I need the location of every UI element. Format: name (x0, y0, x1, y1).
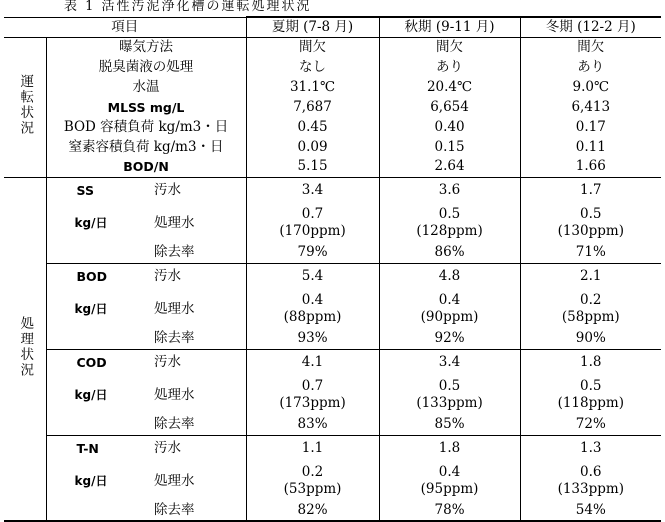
treatment-row-treated (4, 203, 661, 243)
measure-value: 1.1 (246, 435, 379, 461)
measure-value: 3.4 (246, 177, 379, 203)
treated-load: 0.2 (580, 292, 602, 308)
operation-section-text: 運転状況 (17, 74, 34, 136)
operation-row-label: 水温 (46, 77, 246, 97)
treatment-row-sewage (4, 177, 661, 203)
treatment-section-label (4, 177, 46, 521)
measure-value (246, 289, 379, 329)
measure-value: 1.8 (520, 349, 661, 375)
header-summer: 夏期 (7-8 月) (246, 17, 379, 37)
operation-row (4, 57, 661, 77)
treated-ppm: (90ppm) (420, 309, 479, 325)
operation-value: 1.66 (520, 157, 661, 177)
treated-load: 0.5 (438, 206, 461, 222)
treated-load: 0.4 (438, 292, 461, 308)
measure-value: 79% (246, 243, 379, 263)
operation-row (4, 77, 661, 97)
measure-label: 汚水 (146, 263, 246, 289)
operation-row-label: 脱臭菌液の処理 (46, 57, 246, 77)
measure-label: 処理水 (146, 203, 246, 243)
measure-label: 処理水 (146, 289, 246, 329)
measure-value: 1.3 (520, 435, 661, 461)
treated-load: 0.4 (301, 292, 324, 308)
header-item: 項目 (4, 17, 246, 37)
parameter-unit: kg/日 (74, 215, 108, 230)
treated-ppm: (133ppm) (416, 395, 483, 411)
operation-row (4, 117, 661, 137)
treatment-row-treated (4, 375, 661, 415)
treated-load: 0.7 (301, 206, 324, 222)
measure-value: 82% (246, 501, 379, 521)
operation-treatment-table (4, 16, 661, 522)
measure-value: 2.1 (520, 263, 661, 289)
measure-value: 78% (379, 501, 520, 521)
operation-row (4, 97, 661, 117)
parameter-name: BOD (46, 263, 146, 289)
operation-value: 0.17 (575, 118, 606, 135)
treated-ppm: (118ppm) (557, 395, 624, 411)
operation-value: 0.15 (379, 137, 520, 157)
operation-row-label: 窒素容積負荷 kg/m3・日 (46, 137, 246, 157)
measure-label: 除去率 (146, 501, 246, 521)
parameter-blank (46, 329, 146, 349)
operation-value: 9.0℃ (572, 78, 610, 95)
parameter-name: SS (76, 182, 94, 198)
measure-value: 83% (246, 415, 379, 435)
measure-value (520, 375, 661, 415)
header-winter: 冬期 (12-2 月) (520, 17, 661, 37)
operation-row-label: MLSS mg/L (46, 97, 246, 117)
operation-row-label: BOD 容積負荷 kg/m3・日 (46, 117, 246, 137)
table-caption: 表 1 活性汚泥浄化槽の運転処理状況 (64, 0, 312, 14)
measure-value (379, 203, 520, 243)
operation-value: 5.15 (246, 157, 379, 177)
measure-value: 4.1 (246, 349, 379, 375)
measure-value: 54% (520, 501, 661, 521)
parameter-blank (46, 501, 146, 521)
measure-label: 汚水 (146, 349, 246, 375)
treated-ppm: (130ppm) (557, 223, 624, 239)
treated-load: 0.7 (301, 378, 324, 394)
operation-value: あり (379, 57, 520, 77)
treated-ppm: (128ppm) (416, 223, 483, 239)
measure-value (520, 461, 661, 501)
treated-ppm: (133ppm) (557, 481, 624, 497)
operation-value: 0.11 (575, 138, 606, 155)
measure-value (246, 461, 379, 501)
treatment-row-treated (4, 461, 661, 501)
measure-value: 5.4 (246, 263, 379, 289)
measure-label: 除去率 (146, 243, 246, 263)
measure-value: 93% (246, 329, 379, 349)
measure-value (379, 289, 520, 329)
operation-row (4, 157, 661, 177)
measure-label: 除去率 (146, 329, 246, 349)
measure-value: 85% (379, 415, 520, 435)
measure-value: 71% (575, 244, 606, 261)
operation-value: 間欠 (246, 37, 379, 57)
treated-ppm: (58ppm) (561, 309, 620, 325)
operation-value: 6,413 (571, 98, 611, 115)
operation-row-label: 曝気方法 (46, 37, 246, 57)
measure-value (246, 203, 379, 243)
header-row (4, 17, 661, 37)
treated-ppm: (95ppm) (420, 481, 479, 497)
operation-value: 0.09 (246, 137, 379, 157)
treated-load: 0.5 (580, 206, 602, 222)
treated-load: 0.5 (438, 378, 461, 394)
treated-ppm: (170ppm) (279, 223, 346, 239)
measure-value (379, 461, 520, 501)
measure-value: 1.8 (379, 435, 520, 461)
measure-value: 1.7 (580, 181, 602, 198)
treatment-row-treated (4, 289, 661, 329)
treated-ppm: (53ppm) (283, 481, 342, 497)
measure-value (246, 375, 379, 415)
operation-value: 6,654 (379, 97, 520, 117)
operation-value: あり (577, 58, 605, 75)
treatment-row-sewage (4, 349, 661, 375)
operation-value: 0.45 (246, 117, 379, 137)
parameter-blank (46, 415, 146, 435)
operation-value: 7,687 (246, 97, 379, 117)
operation-value: なし (246, 57, 379, 77)
parameter-unit: kg/日 (74, 473, 108, 488)
measure-value: 72% (575, 416, 606, 433)
treatment-row-removal (4, 501, 661, 521)
measure-value: 92% (379, 329, 520, 349)
parameter-unit: kg/日 (74, 387, 108, 402)
measure-label: 汚水 (146, 177, 246, 203)
measure-value (379, 375, 520, 415)
treatment-section-text: 処理状況 (17, 315, 34, 378)
treated-ppm: (88ppm) (283, 309, 342, 325)
treated-ppm: (173ppm) (279, 395, 346, 411)
treatment-row-removal (4, 329, 661, 349)
header-autumn: 秋期 (9-11 月) (379, 17, 520, 37)
operation-value: 2.64 (379, 157, 520, 177)
treated-load: 0.4 (438, 464, 461, 480)
parameter-name: COD (46, 349, 146, 375)
operation-row (4, 137, 661, 157)
operation-row-label: BOD/N (46, 157, 246, 177)
measure-label: 処理水 (146, 375, 246, 415)
measure-value (520, 289, 661, 329)
treated-load: 0.6 (580, 464, 602, 480)
measure-value: 4.8 (379, 263, 520, 289)
measure-value (520, 203, 661, 243)
measure-value: 86% (379, 243, 520, 263)
measure-value: 3.6 (379, 177, 520, 203)
treated-load: 0.2 (301, 464, 324, 480)
operation-section-label (4, 37, 46, 177)
operation-value: 0.40 (379, 117, 520, 137)
parameter-blank (46, 243, 146, 263)
measure-label: 汚水 (146, 435, 246, 461)
operation-value: 31.1℃ (246, 77, 379, 97)
measure-value: 3.4 (379, 349, 520, 375)
measure-label: 除去率 (146, 415, 246, 435)
treatment-row-sewage (4, 435, 661, 461)
treatment-row-removal (4, 415, 661, 435)
operation-value: 間欠 (379, 37, 520, 57)
measure-value: 90% (575, 330, 606, 347)
treated-load: 0.5 (580, 378, 602, 394)
treatment-row-sewage (4, 263, 661, 289)
parameter-unit: kg/日 (74, 301, 108, 316)
measure-label: 処理水 (146, 461, 246, 501)
treatment-row-removal (4, 243, 661, 263)
operation-value: 間欠 (520, 37, 661, 57)
operation-row (4, 37, 661, 57)
operation-value: 20.4℃ (379, 77, 520, 97)
parameter-name: T-N (46, 435, 146, 461)
